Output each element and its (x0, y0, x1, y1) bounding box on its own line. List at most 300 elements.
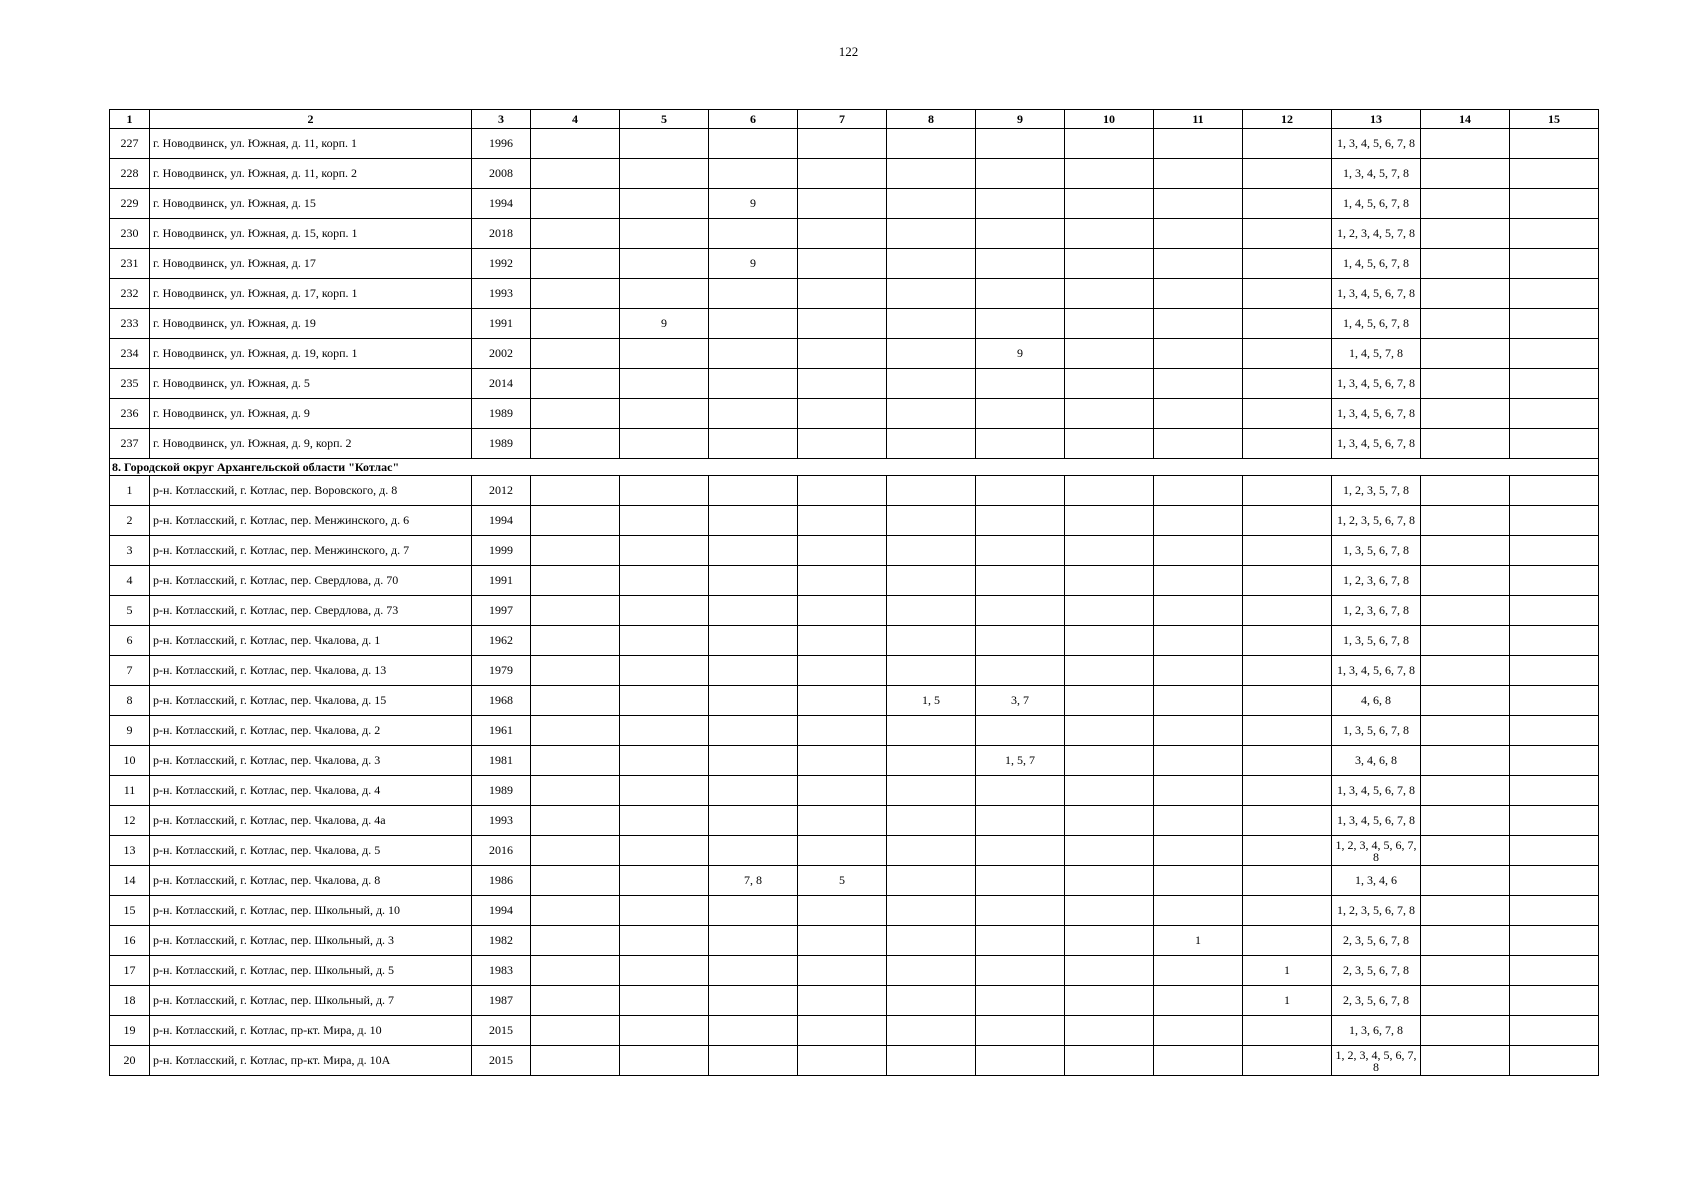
address-cell: р-н. Котласский, г. Котлас, пер. Школьный, д. 5 (150, 956, 472, 986)
table-cell: 1, 3, 5, 6, 7, 8 (1332, 626, 1421, 656)
table-cell: 9 (709, 189, 798, 219)
address-cell: р-н. Котласский, г. Котлас, пер. Воровского, д. 8 (150, 476, 472, 506)
column-header: 8 (887, 110, 976, 129)
table-cell: 1, 3, 5, 6, 7, 8 (1332, 716, 1421, 746)
table-cell: 3, 7 (976, 686, 1065, 716)
table-cell (976, 249, 1065, 279)
table-cell (1421, 1046, 1510, 1076)
address-cell: г. Новодвинск, ул. Южная, д. 17, корп. 1 (150, 279, 472, 309)
table-cell (1421, 189, 1510, 219)
address-cell: г. Новодвинск, ул. Южная, д. 11, корп. 1 (150, 129, 472, 159)
table-cell (709, 279, 798, 309)
table-cell: 2, 3, 5, 6, 7, 8 (1332, 926, 1421, 956)
table-cell (976, 896, 1065, 926)
table-cell (976, 866, 1065, 896)
table-cell (1243, 746, 1332, 776)
table-cell (620, 686, 709, 716)
table-cell (1421, 836, 1510, 866)
table-cell (798, 1016, 887, 1046)
row-number-cell: 229 (110, 189, 150, 219)
row-number-cell: 15 (110, 896, 150, 926)
table-cell (976, 836, 1065, 866)
table-cell: 1, 2, 3, 4, 5, 6, 7, 8 (1332, 836, 1421, 866)
table-cell (1065, 429, 1154, 459)
year-cell: 1993 (472, 806, 531, 836)
year-cell: 1987 (472, 986, 531, 1016)
year-cell: 1989 (472, 399, 531, 429)
address-cell: р-н. Котласский, г. Котлас, пер. Чкалова, д. 4а (150, 806, 472, 836)
table-cell (1154, 159, 1243, 189)
table-cell (798, 129, 887, 159)
year-cell: 1986 (472, 866, 531, 896)
table-cell (620, 129, 709, 159)
address-cell: р-н. Котласский, г. Котлас, пер. Чкалова, д. 3 (150, 746, 472, 776)
address-cell: р-н. Котласский, г. Котлас, пер. Школьный, д. 3 (150, 926, 472, 956)
table-cell (798, 1046, 887, 1076)
row-number-cell: 16 (110, 926, 150, 956)
table-cell (709, 339, 798, 369)
table-row (110, 1046, 1599, 1076)
table-cell (531, 896, 620, 926)
table-cell (1154, 776, 1243, 806)
table-cell (1065, 896, 1154, 926)
table-cell (709, 836, 798, 866)
table-cell (709, 776, 798, 806)
table-row (110, 716, 1599, 746)
table-cell (976, 219, 1065, 249)
table-cell (531, 836, 620, 866)
table-cell (887, 926, 976, 956)
table-cell (1243, 309, 1332, 339)
table-cell (1510, 746, 1599, 776)
year-cell: 1979 (472, 656, 531, 686)
table-cell: 1, 3, 4, 6 (1332, 866, 1421, 896)
table-cell (887, 776, 976, 806)
table-cell (531, 309, 620, 339)
table-cell (1510, 249, 1599, 279)
table-cell (1510, 129, 1599, 159)
table-cell (1243, 339, 1332, 369)
table-cell (1510, 159, 1599, 189)
column-header: 12 (1243, 110, 1332, 129)
table-cell (1510, 399, 1599, 429)
table-cell (531, 189, 620, 219)
table-cell (1243, 429, 1332, 459)
year-cell: 2014 (472, 369, 531, 399)
year-cell: 1994 (472, 189, 531, 219)
row-number-cell: 232 (110, 279, 150, 309)
table-cell (976, 566, 1065, 596)
column-header: 7 (798, 110, 887, 129)
table-cell (1065, 806, 1154, 836)
table-cell (1243, 896, 1332, 926)
table-row (110, 159, 1599, 189)
table-row (110, 686, 1599, 716)
table-cell: 1, 3, 4, 5, 6, 7, 8 (1332, 429, 1421, 459)
table-row (110, 189, 1599, 219)
table-cell (620, 399, 709, 429)
table-cell: 1, 3, 4, 5, 6, 7, 8 (1332, 399, 1421, 429)
table-cell (1065, 686, 1154, 716)
page-number: 122 (838, 44, 859, 59)
table-cell (887, 339, 976, 369)
table-cell (887, 476, 976, 506)
year-cell: 1997 (472, 596, 531, 626)
row-number-cell: 231 (110, 249, 150, 279)
table-cell (887, 806, 976, 836)
table-cell (1065, 536, 1154, 566)
table-cell: 5 (798, 866, 887, 896)
table-cell: 1, 2, 3, 5, 7, 8 (1332, 476, 1421, 506)
table-cell (1154, 476, 1243, 506)
table-cell (1510, 836, 1599, 866)
row-number-cell: 237 (110, 429, 150, 459)
table-cell (798, 986, 887, 1016)
address-cell: р-н. Котласский, г. Котлас, пер. Чкалова, д. 4 (150, 776, 472, 806)
table-cell (976, 1016, 1065, 1046)
table-cell (709, 926, 798, 956)
table-cell (976, 716, 1065, 746)
table-cell (976, 309, 1065, 339)
column-header: 13 (1332, 110, 1421, 129)
table-cell (1243, 536, 1332, 566)
table-cell (887, 309, 976, 339)
table-cell (798, 806, 887, 836)
table-cell (1510, 536, 1599, 566)
data-table (109, 109, 1599, 1076)
table-cell: 1, 4, 5, 7, 8 (1332, 339, 1421, 369)
table-cell (887, 369, 976, 399)
row-number-cell: 227 (110, 129, 150, 159)
table-row (110, 626, 1599, 656)
table-cell: 1, 3, 4, 5, 6, 7, 8 (1332, 806, 1421, 836)
table-cell (887, 956, 976, 986)
table-cell (1065, 309, 1154, 339)
address-cell: р-н. Котласский, г. Котлас, пер. Чкалова, д. 2 (150, 716, 472, 746)
table-cell (976, 536, 1065, 566)
table-cell (1421, 866, 1510, 896)
table-cell (1510, 626, 1599, 656)
address-cell: р-н. Котласский, г. Котлас, пр-кт. Мира, д. 10А (150, 1046, 472, 1076)
table-cell (1421, 506, 1510, 536)
table-row (110, 566, 1599, 596)
table-cell (709, 986, 798, 1016)
table-cell (709, 536, 798, 566)
table-cell (1243, 806, 1332, 836)
table-cell (709, 656, 798, 686)
table-row (110, 896, 1599, 926)
year-cell: 2015 (472, 1016, 531, 1046)
table-cell (798, 339, 887, 369)
table-cell (709, 219, 798, 249)
column-header: 1 (110, 110, 150, 129)
table-cell (1421, 219, 1510, 249)
table-cell (1421, 986, 1510, 1016)
table-cell (1243, 1046, 1332, 1076)
table-cell (1154, 219, 1243, 249)
table-cell (531, 566, 620, 596)
table-cell (1154, 596, 1243, 626)
table-cell (620, 249, 709, 279)
table-cell (887, 896, 976, 926)
table-cell (1421, 896, 1510, 926)
address-cell: р-н. Котласский, г. Котлас, пер. Чкалова, д. 5 (150, 836, 472, 866)
table-cell (620, 279, 709, 309)
table-cell (1421, 1016, 1510, 1046)
table-cell (620, 956, 709, 986)
table-cell (620, 986, 709, 1016)
table-cell: 1, 4, 5, 6, 7, 8 (1332, 189, 1421, 219)
table-cell: 1, 3, 4, 5, 7, 8 (1332, 159, 1421, 189)
table-cell (709, 896, 798, 926)
table-cell (1065, 159, 1154, 189)
year-cell: 1991 (472, 566, 531, 596)
address-cell: р-н. Котласский, г. Котлас, пер. Чкалова, д. 1 (150, 626, 472, 656)
year-cell: 1994 (472, 506, 531, 536)
table-cell (798, 686, 887, 716)
table-cell (976, 476, 1065, 506)
table-cell (1154, 506, 1243, 536)
table-cell (887, 249, 976, 279)
table-cell (798, 369, 887, 399)
table-cell (531, 596, 620, 626)
table-cell (620, 776, 709, 806)
table-row (110, 339, 1599, 369)
table-cell (620, 656, 709, 686)
table-cell: 1, 3, 5, 6, 7, 8 (1332, 536, 1421, 566)
table-cell (1065, 626, 1154, 656)
row-number-cell: 19 (110, 1016, 150, 1046)
section-row (110, 459, 1599, 476)
table-cell (1154, 866, 1243, 896)
table-cell: 1 (1243, 986, 1332, 1016)
table-cell (798, 429, 887, 459)
table-cell (1510, 806, 1599, 836)
table-cell (1243, 129, 1332, 159)
year-cell: 1983 (472, 956, 531, 986)
table-cell (620, 536, 709, 566)
table-cell (620, 189, 709, 219)
table-cell (620, 1016, 709, 1046)
year-cell: 1968 (472, 686, 531, 716)
table-cell (887, 399, 976, 429)
table-cell (1243, 926, 1332, 956)
address-cell: р-н. Котласский, г. Котлас, пер. Свердлова, д. 73 (150, 596, 472, 626)
table-cell (1065, 1016, 1154, 1046)
table-cell (1510, 986, 1599, 1016)
section-group (110, 459, 1599, 476)
table-cell (1421, 249, 1510, 279)
novodvinsk-rows (110, 129, 1599, 459)
address-cell: р-н. Котласский, г. Котлас, пр-кт. Мира, д. 10 (150, 1016, 472, 1046)
table-cell (1421, 686, 1510, 716)
year-cell: 2016 (472, 836, 531, 866)
table-cell (887, 716, 976, 746)
table-cell: 1 (1243, 956, 1332, 986)
table-cell (976, 806, 1065, 836)
table-cell: 1, 5 (887, 686, 976, 716)
address-cell: р-н. Котласский, г. Котлас, пер. Менжинского, д. 7 (150, 536, 472, 566)
table-cell (976, 279, 1065, 309)
table-row (110, 429, 1599, 459)
table-cell (1243, 249, 1332, 279)
table-row (110, 476, 1599, 506)
table-cell (1243, 219, 1332, 249)
table-cell (1154, 339, 1243, 369)
table-row (110, 986, 1599, 1016)
table-cell (1421, 656, 1510, 686)
table-cell (620, 506, 709, 536)
table-cell (1065, 716, 1154, 746)
table-cell: 1, 5, 7 (976, 746, 1065, 776)
table-cell (1510, 1046, 1599, 1076)
table-cell: 9 (976, 339, 1065, 369)
table-cell (531, 476, 620, 506)
table-cell (1154, 626, 1243, 656)
table-cell (1065, 476, 1154, 506)
row-number-cell: 18 (110, 986, 150, 1016)
table-cell (531, 339, 620, 369)
table-cell (1421, 429, 1510, 459)
table-row (110, 866, 1599, 896)
table-row (110, 249, 1599, 279)
table-cell (1421, 956, 1510, 986)
table-cell (1243, 836, 1332, 866)
year-cell: 1993 (472, 279, 531, 309)
column-header: 5 (620, 110, 709, 129)
table-cell (1065, 399, 1154, 429)
table-cell (976, 656, 1065, 686)
table-cell (887, 746, 976, 776)
row-number-cell: 228 (110, 159, 150, 189)
row-number-cell: 3 (110, 536, 150, 566)
table-cell (1243, 596, 1332, 626)
year-cell: 2015 (472, 1046, 531, 1076)
table-cell (798, 309, 887, 339)
table-cell (709, 309, 798, 339)
table-cell (709, 476, 798, 506)
table-cell (798, 956, 887, 986)
table-cell (1421, 776, 1510, 806)
table-cell (1154, 1016, 1243, 1046)
table-cell (709, 129, 798, 159)
table-cell (531, 279, 620, 309)
address-cell: р-н. Котласский, г. Котлас, пер. Свердлова, д. 70 (150, 566, 472, 596)
table-cell: 1, 2, 3, 4, 5, 6, 7, 8 (1332, 1046, 1421, 1076)
table-cell (1421, 129, 1510, 159)
address-cell: г. Новодвинск, ул. Южная, д. 19 (150, 309, 472, 339)
table-row (110, 806, 1599, 836)
table-cell: 1, 2, 3, 6, 7, 8 (1332, 596, 1421, 626)
year-cell: 1996 (472, 129, 531, 159)
table-cell (1421, 566, 1510, 596)
table-cell: 1, 2, 3, 6, 7, 8 (1332, 566, 1421, 596)
table-cell (1154, 309, 1243, 339)
row-number-cell: 20 (110, 1046, 150, 1076)
table-cell (531, 806, 620, 836)
table-cell (976, 956, 1065, 986)
table-cell (531, 249, 620, 279)
table-cell (709, 399, 798, 429)
table-cell (709, 596, 798, 626)
table-cell (1510, 476, 1599, 506)
table-cell: 1, 4, 5, 6, 7, 8 (1332, 309, 1421, 339)
table-cell (798, 566, 887, 596)
table-cell (1154, 986, 1243, 1016)
table-cell (1421, 596, 1510, 626)
table-row (110, 956, 1599, 986)
table-cell (1510, 926, 1599, 956)
table-cell (887, 279, 976, 309)
table-cell: 7, 8 (709, 866, 798, 896)
table-cell (1510, 656, 1599, 686)
header-row (110, 110, 1599, 129)
table-cell (1421, 746, 1510, 776)
table-cell (1421, 806, 1510, 836)
column-header: 2 (150, 110, 472, 129)
year-cell: 2008 (472, 159, 531, 189)
table-cell (1421, 279, 1510, 309)
row-number-cell: 4 (110, 566, 150, 596)
table-cell (1154, 746, 1243, 776)
column-header: 15 (1510, 110, 1599, 129)
table-cell (1510, 956, 1599, 986)
table-cell (887, 1016, 976, 1046)
table-cell (976, 776, 1065, 806)
table-cell (531, 626, 620, 656)
table-cell (1421, 626, 1510, 656)
table-cell (531, 159, 620, 189)
table-cell (976, 429, 1065, 459)
table-cell (1065, 566, 1154, 596)
table-cell: 1, 3, 4, 5, 6, 7, 8 (1332, 776, 1421, 806)
table-cell (709, 956, 798, 986)
address-cell: р-н. Котласский, г. Котлас, пер. Чкалова, д. 13 (150, 656, 472, 686)
row-number-cell: 235 (110, 369, 150, 399)
year-cell: 2012 (472, 476, 531, 506)
table-cell (1065, 339, 1154, 369)
table-cell (620, 369, 709, 399)
address-cell: р-н. Котласский, г. Котлас, пер. Менжинского, д. 6 (150, 506, 472, 536)
column-header: 4 (531, 110, 620, 129)
table-cell (709, 1016, 798, 1046)
table-cell (1243, 716, 1332, 746)
table-cell (620, 866, 709, 896)
table-row (110, 279, 1599, 309)
row-number-cell: 7 (110, 656, 150, 686)
table-cell (1154, 566, 1243, 596)
table-cell (1510, 896, 1599, 926)
table-cell (1154, 956, 1243, 986)
address-cell: р-н. Котласский, г. Котлас, пер. Чкалова, д. 15 (150, 686, 472, 716)
table-cell (1065, 746, 1154, 776)
table-cell (1154, 279, 1243, 309)
table-cell (1510, 279, 1599, 309)
year-cell: 1981 (472, 746, 531, 776)
table-row (110, 836, 1599, 866)
table-cell (1154, 129, 1243, 159)
table-row (110, 309, 1599, 339)
table-cell (709, 716, 798, 746)
table-cell (1510, 219, 1599, 249)
table-cell (887, 129, 976, 159)
table-cell: 1, 3, 4, 5, 6, 7, 8 (1332, 129, 1421, 159)
table-cell (1154, 249, 1243, 279)
table-cell (887, 189, 976, 219)
table-cell (1510, 369, 1599, 399)
table-cell (976, 129, 1065, 159)
table-cell (1243, 506, 1332, 536)
